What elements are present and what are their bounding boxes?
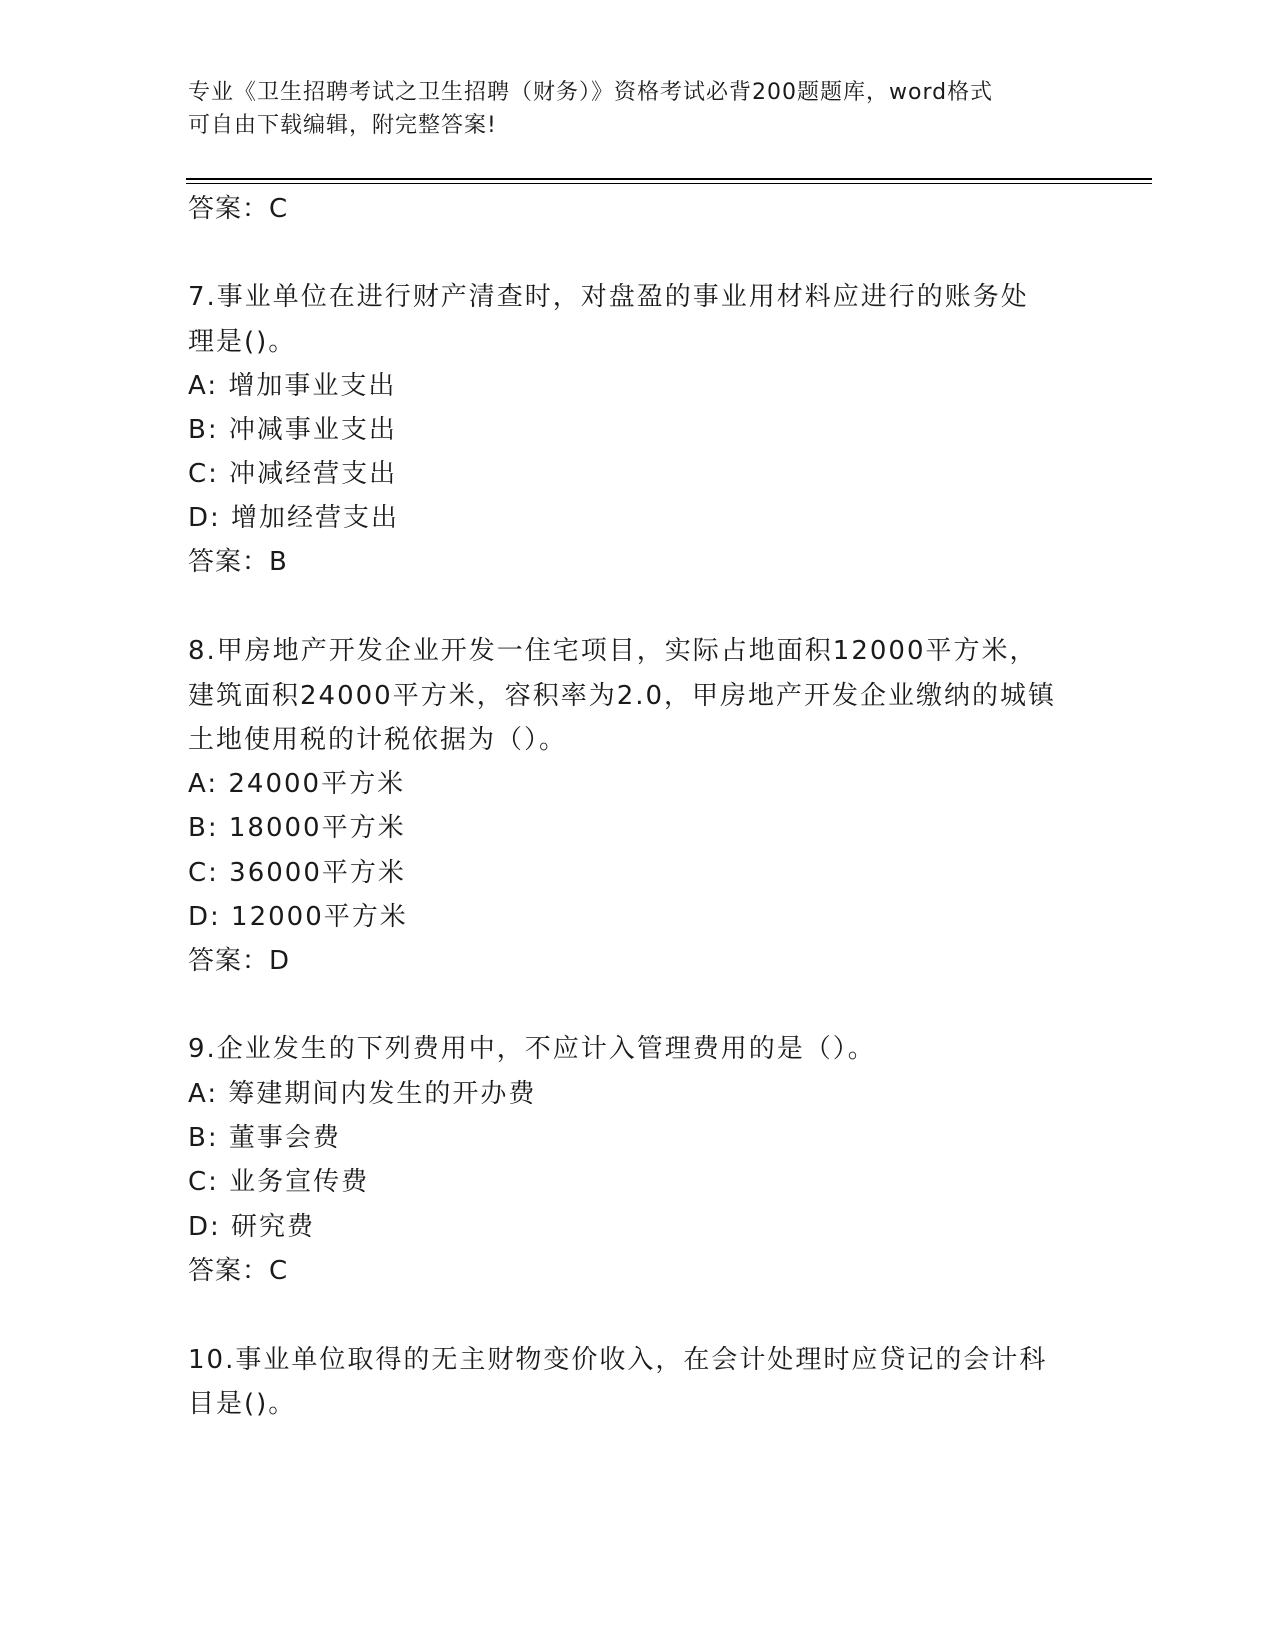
answer-q7: 答案：B bbox=[188, 547, 288, 577]
question-8-line-1: 8.甲房地产开发企业开发一住宅项目，实际占地面积12000平方米， bbox=[188, 636, 1038, 666]
question-7-option-d: D: 增加经营支出 bbox=[188, 503, 400, 533]
question-8-line-2: 建筑面积24000平方米，容积率为2.0，甲房地产开发企业缴纳的城镇 bbox=[188, 681, 1057, 711]
question-7-line-1: 7.事业单位在进行财产清查时，对盘盈的事业用材料应进行的账务处 bbox=[188, 282, 1029, 312]
header-rule-thin bbox=[186, 183, 1152, 184]
question-8-option-d: D: 12000平方米 bbox=[188, 902, 408, 932]
document-header bbox=[188, 76, 1088, 142]
question-7-option-b: B: 冲减事业支出 bbox=[188, 415, 397, 445]
question-9-line-1: 9.企业发生的下列费用中，不应计入管理费用的是（）。 bbox=[188, 1034, 876, 1064]
answer-q9: 答案：C bbox=[188, 1256, 289, 1286]
header-line-2: 可自由下载编辑，附完整答案! bbox=[188, 113, 497, 138]
question-7-option-a: A: 增加事业支出 bbox=[188, 371, 397, 401]
header-line-1: 专业《卫生招聘考试之卫生招聘（财务）》资格考试必背200题题库，word格式 bbox=[188, 80, 994, 105]
question-8-option-c: C: 36000平方米 bbox=[188, 858, 406, 888]
question-9-option-a: A: 筹建期间内发生的开办费 bbox=[188, 1079, 537, 1109]
answer-q8: 答案：D bbox=[188, 946, 291, 976]
question-9-option-b: B: 董事会费 bbox=[188, 1123, 341, 1153]
question-8-option-b: B: 18000平方米 bbox=[188, 813, 406, 843]
question-9-option-d: D: 研究费 bbox=[188, 1212, 316, 1242]
header-rule-thick bbox=[186, 178, 1152, 180]
question-8-line-3: 土地使用税的计税依据为（）。 bbox=[188, 725, 568, 755]
question-10-line-1: 10.事业单位取得的无主财物变价收入，在会计处理时应贷记的会计科 bbox=[188, 1345, 1048, 1375]
question-7-option-c: C: 冲减经营支出 bbox=[188, 459, 398, 489]
question-7-line-2: 理是()。 bbox=[188, 327, 297, 357]
question-10-line-2: 目是()。 bbox=[188, 1389, 297, 1419]
answer-q6: 答案：C bbox=[188, 194, 289, 224]
question-8-option-a: A: 24000平方米 bbox=[188, 769, 406, 799]
question-9-option-c: C: 业务宣传费 bbox=[188, 1167, 370, 1197]
